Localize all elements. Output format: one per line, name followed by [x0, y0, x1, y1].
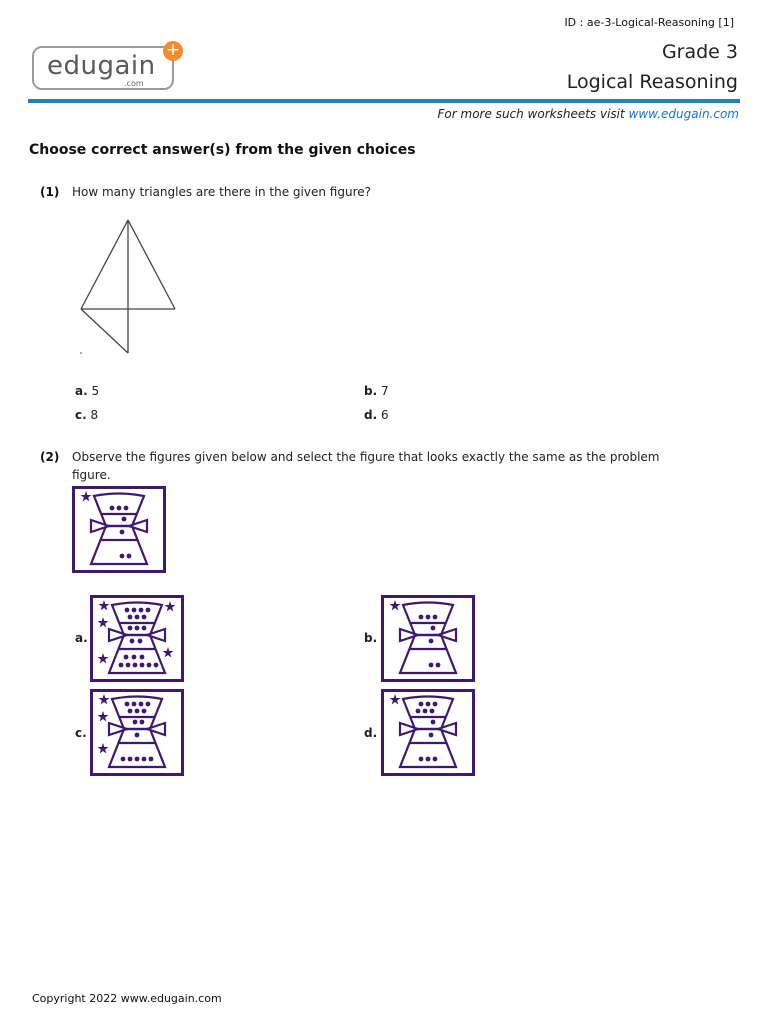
q2-option-b-figure[interactable]	[381, 595, 475, 682]
grade-title: Grade 3	[661, 41, 738, 63]
promo-link[interactable]: www.edugain.com	[628, 107, 739, 121]
header-divider	[28, 99, 740, 103]
q2-option-c-figure[interactable]	[90, 689, 184, 776]
q1-option-d[interactable]: d. 6	[364, 408, 389, 422]
q1-option-a[interactable]: a. 5	[75, 384, 100, 398]
plus-icon: +	[163, 41, 183, 61]
problem-figure	[72, 486, 166, 573]
question-2-number: (2)	[40, 450, 60, 464]
question-1-number: (1)	[40, 185, 60, 199]
q2-option-b-label[interactable]: b.	[364, 631, 378, 645]
promo-text: For more such worksheets visit	[437, 107, 629, 121]
q2-option-d-figure[interactable]	[381, 689, 475, 776]
q2-option-a-label[interactable]: a.	[75, 631, 88, 645]
document-id: ID : ae-3-Logical-Reasoning [1]	[564, 16, 734, 29]
logo-suffix: .com	[124, 79, 144, 88]
q2-option-a-figure[interactable]	[90, 595, 184, 682]
instruction-heading: Choose correct answer(s) from the given choices	[29, 142, 416, 158]
logo-text: edugain	[47, 51, 156, 81]
q2-option-d-label[interactable]: d.	[364, 726, 378, 740]
q1-option-c[interactable]: c. 8	[75, 408, 99, 422]
subject-title: Logical Reasoning	[566, 71, 738, 93]
copyright-footer: Copyright 2022 www.edugain.com	[32, 992, 222, 1005]
q2-option-c-label[interactable]: c.	[75, 726, 87, 740]
q1-option-b[interactable]: b. 7	[364, 384, 389, 398]
promo-line	[438, 107, 739, 121]
question-2-text: Observe the figures given below and select the figure that looks exactly the same as the problem figure.	[72, 450, 660, 482]
question-1-text: How many triangles are there in the given figure?	[72, 185, 371, 199]
triangle-figure	[75, 215, 185, 360]
